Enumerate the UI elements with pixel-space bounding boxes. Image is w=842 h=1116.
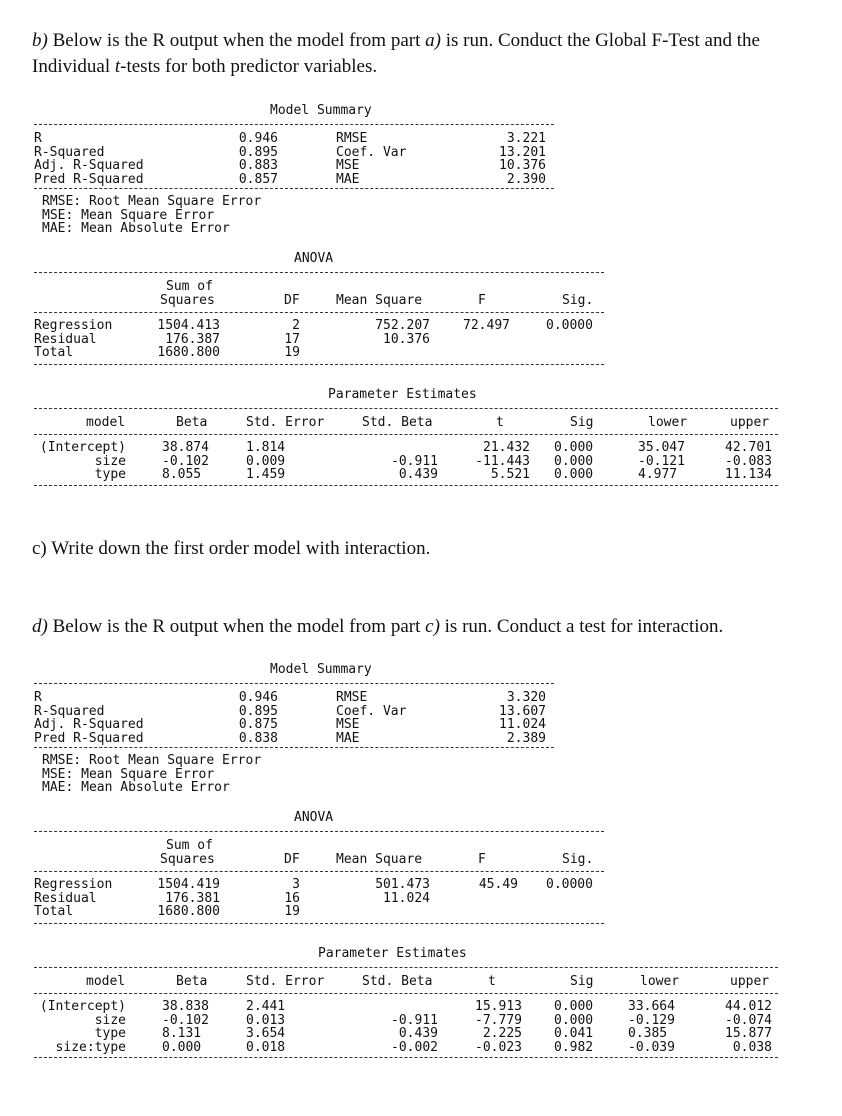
anova-title: ANOVA [294, 810, 334, 825]
pe-model: size [94, 1012, 126, 1028]
pe-t: 5.521 [490, 467, 530, 483]
anova-header-ss2: Squares [160, 292, 215, 308]
pe-title: Parameter Estimates [318, 946, 467, 961]
model-summary-title: Model Summary [270, 662, 372, 677]
divider [34, 1057, 778, 1058]
divider [34, 993, 778, 994]
divider [34, 683, 554, 684]
divider [34, 434, 778, 435]
pe-sig: 0.041 [554, 1026, 594, 1042]
pe-upper: 42.701 [725, 440, 772, 455]
pe-header-se: Std. Error [246, 974, 325, 989]
anova-df: 19 [284, 345, 300, 361]
ms-value-right: 3.320 [506, 690, 546, 705]
anova-ms: 752.207 [375, 318, 430, 333]
pe-upper: 44.012 [725, 999, 772, 1014]
divider [34, 312, 604, 313]
legend-line: MAE: Mean Absolute Error [42, 221, 230, 237]
pe-beta: 8.131 [162, 1026, 202, 1042]
pe-header-lower: lower [648, 415, 688, 430]
anova-row-label: Total [34, 904, 74, 920]
divider [34, 124, 554, 125]
ms-value-left: 0.946 [238, 690, 278, 705]
legend-line: MSE: Mean Square Error [42, 207, 215, 223]
pe-header-upper: upper [730, 415, 770, 430]
anova-row-label: Residual [34, 890, 97, 906]
pe-header-t: t [488, 974, 496, 989]
pe-upper: 15.877 [725, 1026, 772, 1042]
ms-label-right: MAE [336, 171, 360, 187]
pe-sig: 0.000 [554, 467, 594, 483]
question-d: d) Below is the R output when the model from part c) is run. Conduct a test for interaction. [32, 616, 724, 637]
pe-upper: -0.083 [725, 453, 772, 469]
anova-row-label: Total [34, 345, 74, 361]
anova-header-ss1: Sum of [166, 279, 213, 294]
pe-upper: 11.134 [725, 467, 772, 483]
pe-model: (Intercept) [39, 999, 126, 1014]
ms-label-right: MSE [336, 717, 360, 733]
pe-beta: -0.102 [162, 453, 209, 469]
anova-df: 3 [292, 877, 300, 892]
ms-value-right: 13.201 [499, 144, 546, 160]
pe-beta: 38.874 [162, 440, 209, 455]
pe-header-upper: upper [730, 974, 770, 989]
anova-header-sig: Sig. [562, 292, 594, 308]
ms-label-right: MAE [336, 730, 360, 746]
pe-beta: 0.000 [162, 1039, 202, 1055]
ms-label-left: Pred R-Squared [34, 730, 144, 746]
anova-header-ms: Mean Square [336, 292, 423, 308]
anova-ss: 1680.800 [157, 345, 220, 361]
pe-model: size [94, 453, 126, 469]
anova-ss: 1504.419 [157, 877, 220, 892]
anova-ms: 501.473 [375, 877, 430, 892]
pe-t: -7.779 [475, 1012, 522, 1028]
pe-sbeta: -0.911 [391, 1012, 438, 1028]
ms-label-left: R-Squared [34, 703, 105, 719]
anova-sig: 0.0000 [546, 877, 593, 892]
anova-ss: 1504.413 [157, 318, 220, 333]
anova-ms: 11.024 [383, 890, 430, 906]
anova-header-sig: Sig. [562, 851, 594, 867]
ms-value-right: 11.024 [499, 717, 546, 733]
pe-se: 0.018 [246, 1039, 286, 1055]
pe-header-sbeta: Std. Beta [362, 415, 433, 430]
pe-model: (Intercept) [39, 440, 126, 455]
pe-t: 2.225 [482, 1026, 522, 1042]
anova-header-df: DF [284, 292, 300, 308]
legend-line: MSE: Mean Square Error [42, 766, 215, 782]
pe-header-sig: Sig [570, 415, 594, 430]
question-c: c) Write down the first order model with interaction. [32, 538, 431, 559]
ms-label-left: Adj. R-Squared [34, 158, 144, 174]
divider [34, 967, 778, 968]
model-summary-title: Model Summary [270, 103, 372, 118]
divider [34, 831, 604, 832]
pe-lower: 33.664 [628, 999, 675, 1014]
ms-label-right: RMSE [336, 690, 368, 705]
pe-se: 1.459 [246, 467, 286, 483]
ms-value-left: 0.875 [238, 717, 278, 733]
ms-label-right: MSE [336, 158, 360, 174]
pe-lower: -0.121 [638, 453, 685, 469]
pe-sbeta: -0.911 [391, 453, 438, 469]
ms-label-left: R-Squared [34, 144, 105, 160]
legend-line: RMSE: Root Mean Square Error [42, 194, 262, 209]
pe-se: 0.013 [246, 1012, 286, 1028]
anova-df: 2 [292, 318, 300, 333]
ms-value-left: 0.838 [238, 730, 278, 746]
pe-header-t: t [496, 415, 504, 430]
pe-header-beta: Beta [176, 415, 208, 430]
pe-t: -0.023 [475, 1039, 522, 1055]
ms-label-right: Coef. Var [336, 144, 407, 160]
pe-lower: 35.047 [638, 440, 685, 455]
pe-lower: 0.385 [628, 1026, 668, 1042]
pe-header-sig: Sig [570, 974, 594, 989]
pe-sig: 0.982 [554, 1039, 594, 1055]
pe-sbeta: -0.002 [391, 1039, 438, 1055]
anova-sig: 0.0000 [546, 318, 593, 333]
pe-model: type [94, 1026, 126, 1042]
divider [34, 923, 604, 924]
pe-sbeta: 0.439 [398, 467, 438, 483]
pe-upper: -0.074 [725, 1012, 772, 1028]
pe-header-model: model [86, 974, 126, 989]
pe-sig: 0.000 [554, 453, 594, 469]
ms-value-left: 0.946 [238, 131, 278, 146]
divider [34, 188, 554, 189]
anova-header-ss2: Squares [160, 851, 215, 867]
pe-se: 1.814 [246, 440, 286, 455]
pe-se: 3.654 [246, 1026, 286, 1042]
pe-header-se: Std. Error [246, 415, 325, 430]
ms-label-left: R [34, 690, 42, 705]
pe-lower: 4.977 [638, 467, 678, 483]
ms-value-left: 0.857 [238, 171, 278, 187]
anova-row-label: Residual [34, 331, 97, 347]
anova-df: 16 [284, 890, 300, 906]
ms-value-left: 0.895 [238, 703, 278, 719]
anova-row-label: Regression [34, 877, 113, 892]
ms-label-right: Coef. Var [336, 703, 407, 719]
divider [34, 364, 604, 365]
divider [34, 485, 778, 486]
anova-header-ms: Mean Square [336, 851, 423, 867]
pe-header-sbeta: Std. Beta [362, 974, 433, 989]
ms-value-left: 0.895 [238, 144, 278, 160]
pe-title: Parameter Estimates [328, 387, 477, 402]
anova-ss: 1680.800 [157, 904, 220, 920]
pe-header-model: model [86, 415, 126, 430]
ms-label-left: Pred R-Squared [34, 171, 144, 187]
ms-label-right: RMSE [336, 131, 368, 146]
anova-df: 17 [284, 331, 300, 347]
ms-value-right: 13.607 [499, 703, 546, 719]
pe-t: -11.443 [475, 453, 530, 469]
pe-upper: 0.038 [732, 1039, 772, 1055]
anova-ss: 176.381 [165, 890, 220, 906]
question-b: b) Below is the R output when the model from part a) is run. Conduct the Global F-Test and the Individual t-tests for both predictor variables. [32, 30, 760, 77]
ms-value-left: 0.883 [238, 158, 278, 174]
pe-lower: -0.129 [628, 1012, 675, 1028]
pe-model: type [94, 467, 126, 483]
anova-title: ANOVA [294, 251, 334, 266]
anova-f: 45.49 [478, 877, 518, 892]
pe-header-lower: lower [640, 974, 680, 989]
pe-beta: -0.102 [162, 1012, 209, 1028]
pe-sig: 0.000 [554, 1012, 594, 1028]
ms-label-left: Adj. R-Squared [34, 717, 144, 733]
ms-value-right: 3.221 [506, 131, 546, 146]
anova-header-f: F [478, 292, 486, 308]
pe-header-beta: Beta [176, 974, 208, 989]
anova-ms: 10.376 [383, 331, 430, 347]
pe-t: 21.432 [483, 440, 530, 455]
ms-value-right: 10.376 [499, 158, 546, 174]
divider [34, 272, 604, 273]
legend-line: RMSE: Root Mean Square Error [42, 753, 262, 768]
divider [34, 747, 554, 748]
anova-ss: 176.387 [165, 331, 220, 347]
pe-t: 15.913 [475, 999, 522, 1014]
anova-header-f: F [478, 851, 486, 867]
pe-lower: -0.039 [628, 1039, 675, 1055]
anova-header-df: DF [284, 851, 300, 867]
anova-f: 72.497 [463, 318, 510, 333]
divider [34, 408, 778, 409]
pe-model: size:type [55, 1039, 126, 1055]
anova-df: 19 [284, 904, 300, 920]
legend-line: MAE: Mean Absolute Error [42, 780, 230, 796]
anova-row-label: Regression [34, 318, 113, 333]
pe-beta: 38.838 [162, 999, 209, 1014]
divider [34, 871, 604, 872]
pe-se: 0.009 [246, 453, 286, 469]
pe-sig: 0.000 [554, 440, 594, 455]
ms-label-left: R [34, 131, 42, 146]
anova-header-ss1: Sum of [166, 838, 213, 853]
pe-beta: 8.055 [162, 467, 202, 483]
pe-sbeta: 0.439 [398, 1026, 438, 1042]
pe-sig: 0.000 [554, 999, 594, 1014]
ms-value-right: 2.390 [506, 171, 546, 187]
pe-se: 2.441 [246, 999, 286, 1014]
ms-value-right: 2.389 [506, 730, 546, 746]
